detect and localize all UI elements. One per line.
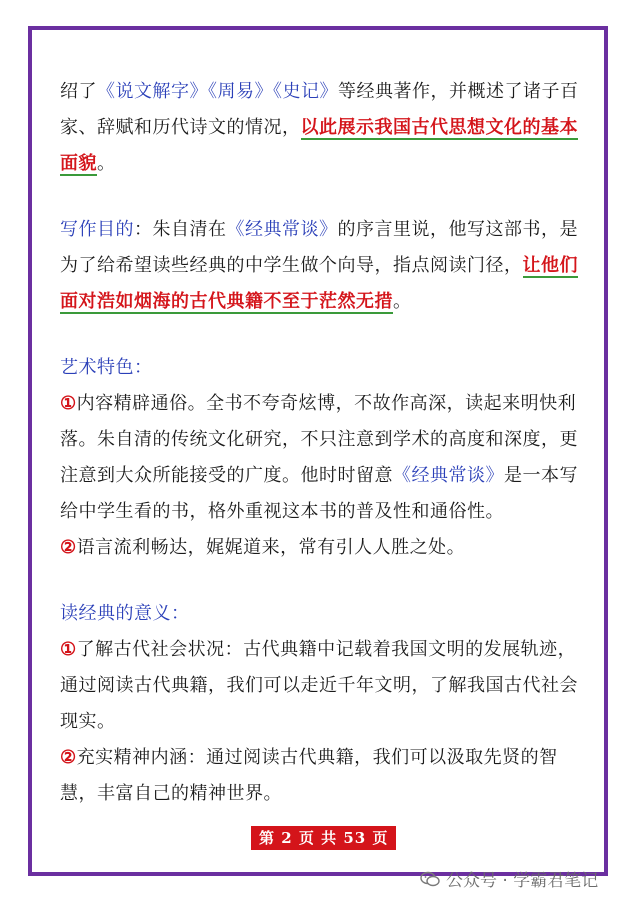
book-title: 《说文解字》 (97, 81, 208, 102)
book-title: 《经典常谈》 (226, 219, 338, 240)
highlight-text: 以此展示我国古代思想文化的基本面貌 (60, 117, 578, 174)
item-number: ① (60, 393, 77, 414)
body-text: 了解古代社会状况：古代典籍中记载着我国文明的发展轨迹，通过阅读古代典籍，我们可以走近千年文明，了解我国古代社会现实。 (60, 639, 578, 732)
features-item-2 (60, 530, 585, 566)
book-title: 《周易》 (208, 81, 273, 102)
book-title: 《经典常谈》 (393, 465, 504, 486)
body-text: 充实精神内涵：通过阅读古代典籍，我们可以汲取先贤的智慧，丰富自己的精神世界。 (60, 747, 558, 804)
page-number-badge: 第 2 页 共 53 页 (251, 826, 396, 850)
watermark-text: 公众号 · 学霸君笔记 (446, 871, 599, 891)
document-body (60, 74, 585, 812)
meaning-item-1 (60, 632, 585, 740)
item-number: ② (60, 747, 77, 768)
features-item-1 (60, 386, 585, 530)
item-number: ② (60, 537, 77, 558)
meaning-item-2 (60, 740, 585, 812)
item-number: ① (60, 639, 77, 660)
body-text: ：朱自清在 (134, 219, 227, 240)
body-text: 的序言里说，他写这部书，是为了给希望读些经典的中学生做个向导，指点阅读门径， (60, 219, 578, 276)
section-label: 写作目的 (60, 219, 134, 240)
wechat-icon (420, 871, 440, 887)
purpose-paragraph (60, 212, 585, 320)
body-text: 语言流利畅达，娓娓道来，常有引人人胜之处。 (76, 537, 466, 558)
intro-text: 绍了 (60, 81, 97, 102)
watermark (420, 866, 598, 891)
body-text: 是一本写给中学生看的书，格外重视这本书的普及性和通俗性。 (60, 465, 578, 522)
meaning-heading: 读经典的意义： (60, 603, 190, 624)
intro-text: 等经典著作，并概述了诸子百家、辞赋和历代诗文的情况， (60, 81, 579, 138)
highlight-text: 让他们面对浩如烟海的古代典籍不至于茫然无措 (60, 255, 578, 312)
punctuation: 。 (97, 153, 116, 174)
punctuation: 。 (393, 291, 412, 312)
intro-paragraph (60, 74, 585, 182)
body-text: 内容精辟通俗。全书不夸奇炫博，不故作高深，读起来明快利落。朱自清的传统文化研究，不只注意到学术的高度和深度，更注意到大众所能接受的广度。他时时留意 (60, 393, 578, 486)
book-title: 《史记》 (273, 81, 338, 102)
features-heading: 艺术特色： (60, 357, 153, 378)
